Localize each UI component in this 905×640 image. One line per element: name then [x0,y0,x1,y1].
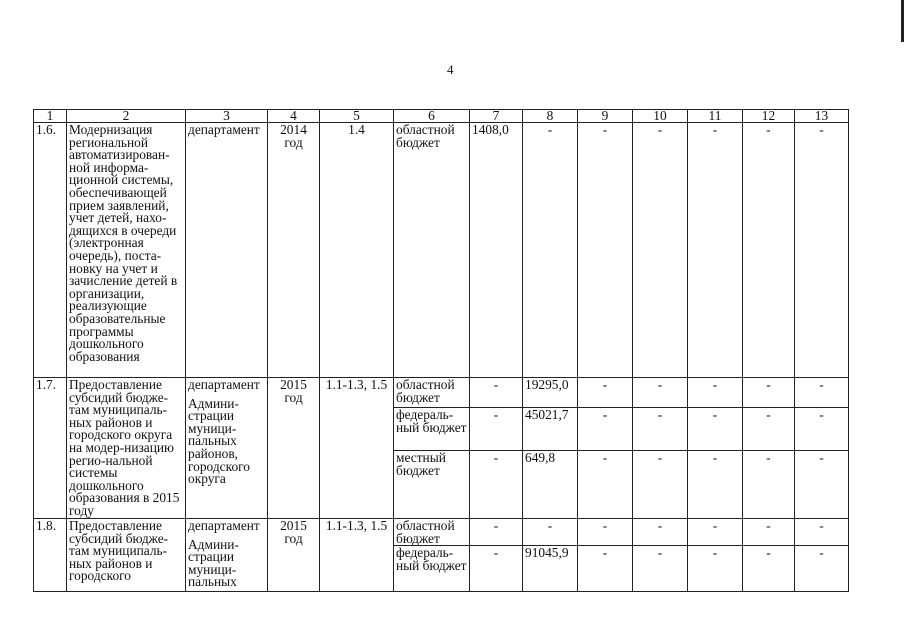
deadline: 2014 год [268,123,320,378]
column-header: 9 [578,110,633,123]
amount-col11: - [688,123,743,378]
amount-col7: - [470,451,523,519]
measure-name: Предоставление субсидий бюдже-там муниципаль-ных районов и городского [67,519,186,592]
amount-col7: - [470,519,523,546]
amount-col12: - [743,519,795,546]
amount-col9: - [578,123,633,378]
funding-source: федераль-ный бюджет [394,546,470,592]
amount-col9: - [578,408,633,451]
amount-col10: - [633,408,688,451]
plan-table [33,109,849,592]
column-header: 13 [795,110,849,123]
column-header: 11 [688,110,743,123]
deadline: 2015 год [268,519,320,592]
amount-col13: - [795,519,849,546]
amount-col7: - [470,546,523,592]
indicator-ref: 1.1-1.3, 1.5 [320,519,394,592]
amount-col9: - [578,519,633,546]
deadline: 2015 год [268,378,320,519]
executor-cell [186,519,268,592]
amount-col7: - [470,408,523,451]
amount-col11: - [688,519,743,546]
amount-col11: - [688,546,743,592]
column-number-row [34,110,849,123]
row-number: 1.7. [34,378,67,519]
indicator-ref: 1.1-1.3, 1.5 [320,378,394,519]
executor-secondary: Админи-страции муници-пальных районов, городского округа [188,395,250,487]
amount-col8: 45021,7 [523,408,578,451]
amount-col13: - [795,378,849,408]
amount-col8: - [523,519,578,546]
row-number: 1.6. [34,123,67,378]
column-header: 8 [523,110,578,123]
amount-col8: 649,8 [523,451,578,519]
indicator-ref: 1.4 [320,123,394,378]
amount-col11: - [688,451,743,519]
executor-secondary: Админи-страции муници-пальных [188,536,239,590]
column-header: 3 [186,110,268,123]
funding-source: областной бюджет [394,123,470,378]
funding-source: федераль-ный бюджет [394,408,470,451]
table-row-1-6 [34,123,849,378]
executor: департамент [188,377,260,392]
amount-col13: - [795,451,849,519]
table-row-1-8 [34,519,849,546]
executor: департамент [186,123,268,378]
funding-source: областной бюджет [394,519,470,546]
column-header: 7 [470,110,523,123]
amount-col7: 1408,0 [470,123,523,378]
amount-col10: - [633,546,688,592]
column-header: 1 [34,110,67,123]
table-row-1-7 [34,378,849,408]
column-header: 6 [394,110,470,123]
amount-col8: 91045,9 [523,546,578,592]
column-header: 4 [268,110,320,123]
column-header: 5 [320,110,394,123]
amount-col12: - [743,408,795,451]
amount-col12: - [743,123,795,378]
amount-col9: - [578,546,633,592]
funding-source: местный бюджет [394,451,470,519]
amount-col10: - [633,451,688,519]
measure-name: Предоставление субсидий бюдже-там муниципаль-ных районов и городского округа на модер-низацию регио-нальной системы дошкольного образования в 2015 году [67,378,186,519]
executor-cell [186,378,268,519]
amount-col13: - [795,123,849,378]
column-header: 2 [67,110,186,123]
amount-col11: - [688,408,743,451]
amount-col13: - [795,408,849,451]
amount-col9: - [578,378,633,408]
column-header: 12 [743,110,795,123]
page-number: 4 [447,62,454,77]
row-number: 1.8. [34,519,67,592]
funding-source: областной бюджет [394,378,470,408]
amount-col11: - [688,378,743,408]
amount-col10: - [633,123,688,378]
amount-col10: - [633,378,688,408]
amount-col13: - [795,546,849,592]
amount-col12: - [743,546,795,592]
amount-col8: - [523,123,578,378]
amount-col7: - [470,378,523,408]
executor: департамент [188,518,260,533]
page-edge-mark [901,0,904,42]
amount-col10: - [633,519,688,546]
amount-col12: - [743,451,795,519]
measure-name: Модернизация региональной автоматизирован-ной информа-ционной системы, обеспечивающей прием заявлений, учет детей, нахо-дящихся в очереди (электронная очередь), поста-новку на учет и зачисление детей в организации, реализующие образовательные программы дошкольного образования [67,123,186,378]
amount-col9: - [578,451,633,519]
column-header: 10 [633,110,688,123]
amount-col8: 19295,0 [523,378,578,408]
amount-col12: - [743,378,795,408]
